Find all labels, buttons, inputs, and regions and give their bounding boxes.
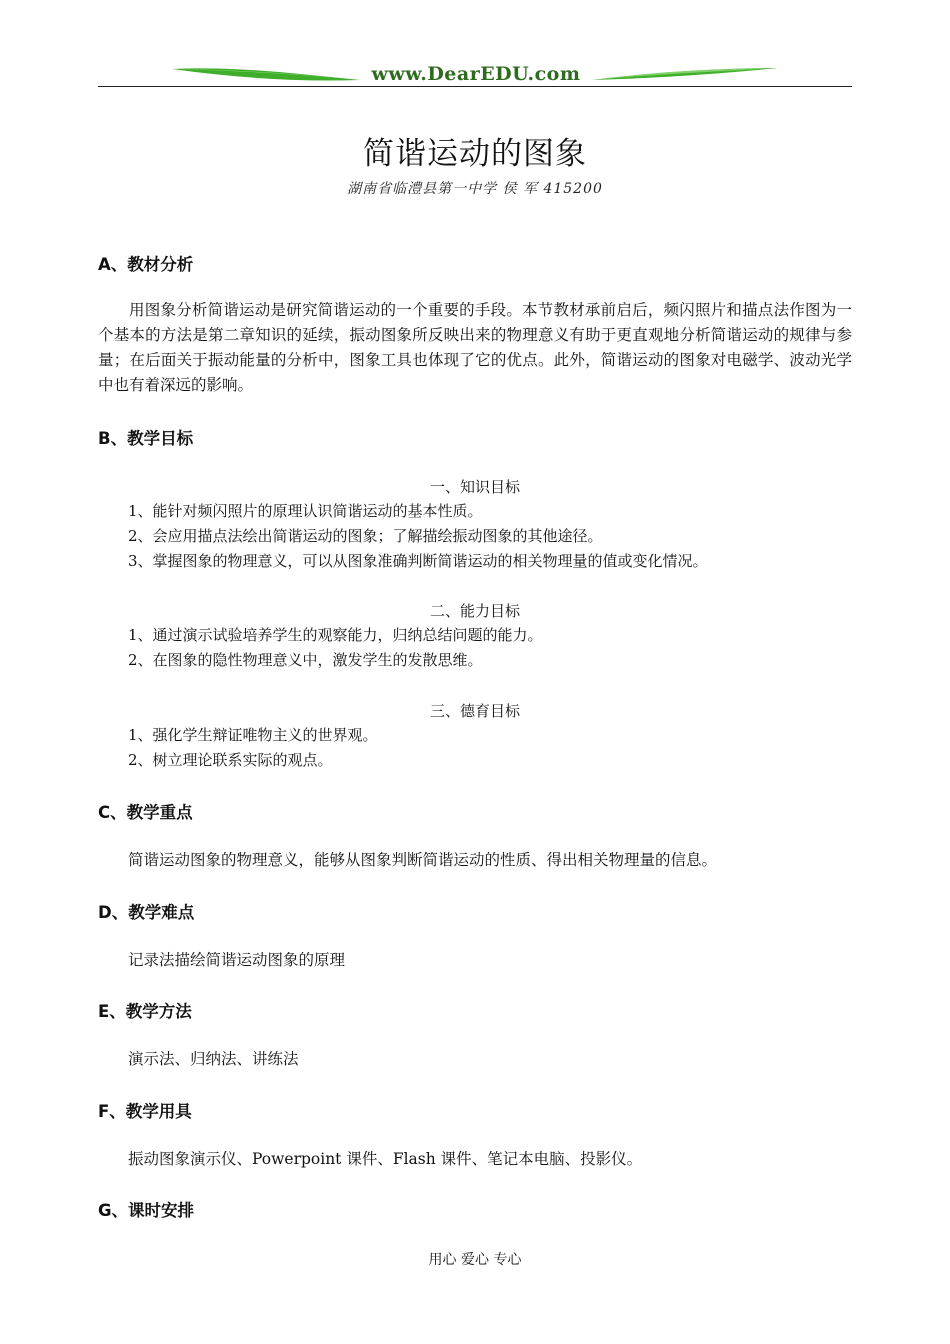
section-d-text: 记录法描绘简谐运动图象的原理 bbox=[128, 951, 346, 969]
section-a-heading: A、教材分析 bbox=[98, 255, 194, 274]
goal-item: 1、能针对频闪照片的原理认识简谐运动的基本性质。 bbox=[128, 502, 483, 520]
section-b-heading: B、教学目标 bbox=[98, 429, 194, 448]
goal-item: 3、掌握图象的物理意义，可以从图象准确判断简谐运动的相关物理量的值或变化情况。 bbox=[128, 552, 708, 570]
goal-item: 2、会应用描点法绘出简谐运动的图象；了解描绘振动图象的其他途径。 bbox=[128, 527, 603, 545]
section-d-heading: D、教学难点 bbox=[98, 903, 195, 922]
goal-item: 1、通过演示试验培养学生的观察能力，归纳总结问题的能力。 bbox=[128, 626, 543, 644]
site-logo-text: www.DearEDU.com bbox=[371, 63, 581, 85]
goal-group-title: 二、能力目标 bbox=[429, 602, 520, 620]
section-e-heading: E、教学方法 bbox=[98, 1002, 192, 1021]
goal-item: 2、树立理论联系实际的观点。 bbox=[128, 751, 333, 769]
section-e-text: 演示法、归纳法、讲练法 bbox=[128, 1050, 299, 1068]
author-line: 湖南省临澧县第一中学 侯 军 415200 bbox=[347, 181, 603, 197]
goal-item: 2、在图象的隐性物理意义中，激发学生的发散思维。 bbox=[128, 651, 483, 669]
section-g-heading: G、课时安排 bbox=[98, 1201, 195, 1220]
goal-group-title: 一、知识目标 bbox=[429, 478, 520, 496]
section-a-paragraph: 用图象分析简谐运动是研究简谐运动的一个重要的手段。本节教材承前启后，频闪照片和描点法作图为一个基本的方法是第二章知识的延续，振动图象所反映出来的物理意义有助于更直观地分析简谐运动的规律与参量；在后面关于振动能量的分析中，图象工具也体现了它的优点。此外，简谐运动的图象对电磁学、波动光学中也有着深远的影响。 bbox=[98, 301, 852, 394]
section-f-heading: F、教学用具 bbox=[98, 1102, 192, 1121]
section-c-heading: C、教学重点 bbox=[98, 803, 193, 822]
goal-group-title: 三、德育目标 bbox=[429, 702, 520, 720]
page-footer: 用心 爱心 专心 bbox=[428, 1252, 522, 1268]
goal-item: 1、强化学生辩证唯物主义的世界观。 bbox=[128, 726, 378, 744]
header-divider bbox=[98, 86, 852, 87]
page-title: 简谐运动的图象 bbox=[363, 136, 587, 172]
section-f-text: 振动图象演示仪、Powerpoint 课件、Flash 课件、笔记本电脑、投影仪。 bbox=[128, 1150, 643, 1168]
section-c-text: 简谐运动图象的物理意义，能够从图象判断简谐运动的性质、得出相关物理量的信息。 bbox=[128, 851, 718, 869]
